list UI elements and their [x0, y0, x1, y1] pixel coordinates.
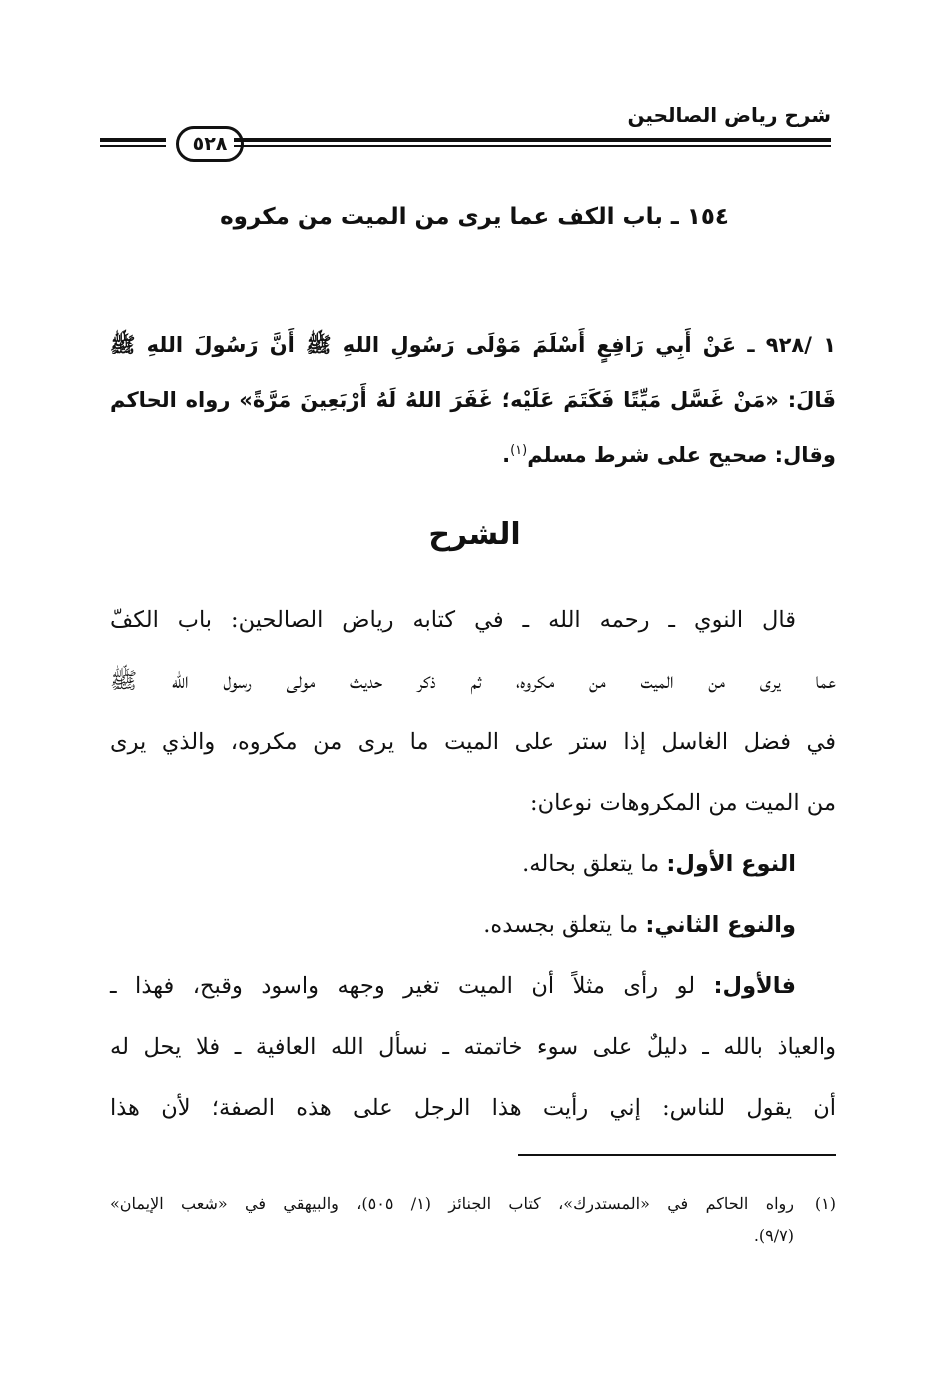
- first-type-line: [110, 956, 836, 1017]
- first-type-text: لو رأى مثلاً أن الميت تغير وجهه واسود وقبح، فهذا ـ: [110, 973, 714, 999]
- footnote-number: (١): [814, 1194, 836, 1213]
- hadith-line-text: وقال: صحيح على شرط مسلم: [527, 443, 836, 467]
- body-line: أن يقول للناس: إني رأيت هذا الرجل على هذه الصفة؛ لأن هذا: [110, 1095, 836, 1121]
- header-rule-long: [234, 138, 831, 147]
- body-line: في فضل الغاسل إذا ستر على الميت ما يرى من مكروه، والذي يرى: [110, 729, 836, 755]
- hadith-line: [110, 428, 836, 483]
- type-two-line: [110, 895, 836, 956]
- chapter-title: ١٥٤ ـ باب الكف عما يرى من الميت من مكروه: [220, 204, 729, 230]
- footnote-line: (٩/٧).: [753, 1226, 794, 1245]
- footnote-reference: (١): [510, 443, 528, 458]
- page-number-badge: ٥٢٨: [176, 126, 244, 162]
- hadith-line: ١ /٩٢٨ ـ عَنْ أَبِي رَافِعٍ أَسْلَمَ مَوْلَى رَسُولِ اللهِ ﷺ أَنَّ رَسُولَ اللهِ ﷺ: [110, 333, 837, 357]
- body-line: قال النوي ـ رحمه الله ـ في كتابه رياض الصالحين: باب الكفّ: [110, 607, 796, 633]
- type-two-label: والنوع الثاني:: [645, 912, 796, 938]
- footnote: [110, 1188, 836, 1252]
- book-title: شرح رياض الصالحين: [627, 103, 831, 127]
- footnote-separator: [518, 1154, 836, 1156]
- running-header: [100, 100, 831, 160]
- body-line: عما يرى من الميت من مكروه، ثم ذكر حديث مولى رسول الله ﷺ: [110, 668, 836, 694]
- footnote-text: رواه الحاكم في «المستدرك»، كتاب الجنائز (١/ ٥٠٥)، والبيهقي في «شعب الإيمان»: [110, 1194, 794, 1213]
- body-line: والعياذ بالله ـ دليلٌ على سوء خاتمته ـ نسأل الله العافية ـ فلا يحل له: [110, 1034, 836, 1060]
- body-line: من الميت من المكروهات نوعان:: [530, 790, 836, 816]
- header-rule-short: [100, 138, 166, 147]
- type-one-line: [110, 834, 836, 895]
- commentary-body: [110, 590, 836, 1139]
- hadith-end-punct: .: [502, 443, 511, 467]
- hadith-line: قَالَ: «مَنْ غَسَّل مَيِّتًا فَكَتَمَ عَلَيْه؛ غَفَرَ اللهُ لَهُ أَرْبَعِينَ مَرَّةً» رواه الحاكم: [110, 388, 836, 412]
- commentary-heading: الشرح: [428, 517, 521, 552]
- first-type-label: فالأول:: [713, 973, 796, 999]
- footnote-line: [110, 1188, 836, 1220]
- type-two-text: ما يتعلق بجسده.: [483, 912, 646, 938]
- hadith-text: [110, 318, 836, 483]
- type-one-label: النوع الأول:: [666, 851, 796, 877]
- type-one-text: ما يتعلق بحاله.: [522, 851, 667, 877]
